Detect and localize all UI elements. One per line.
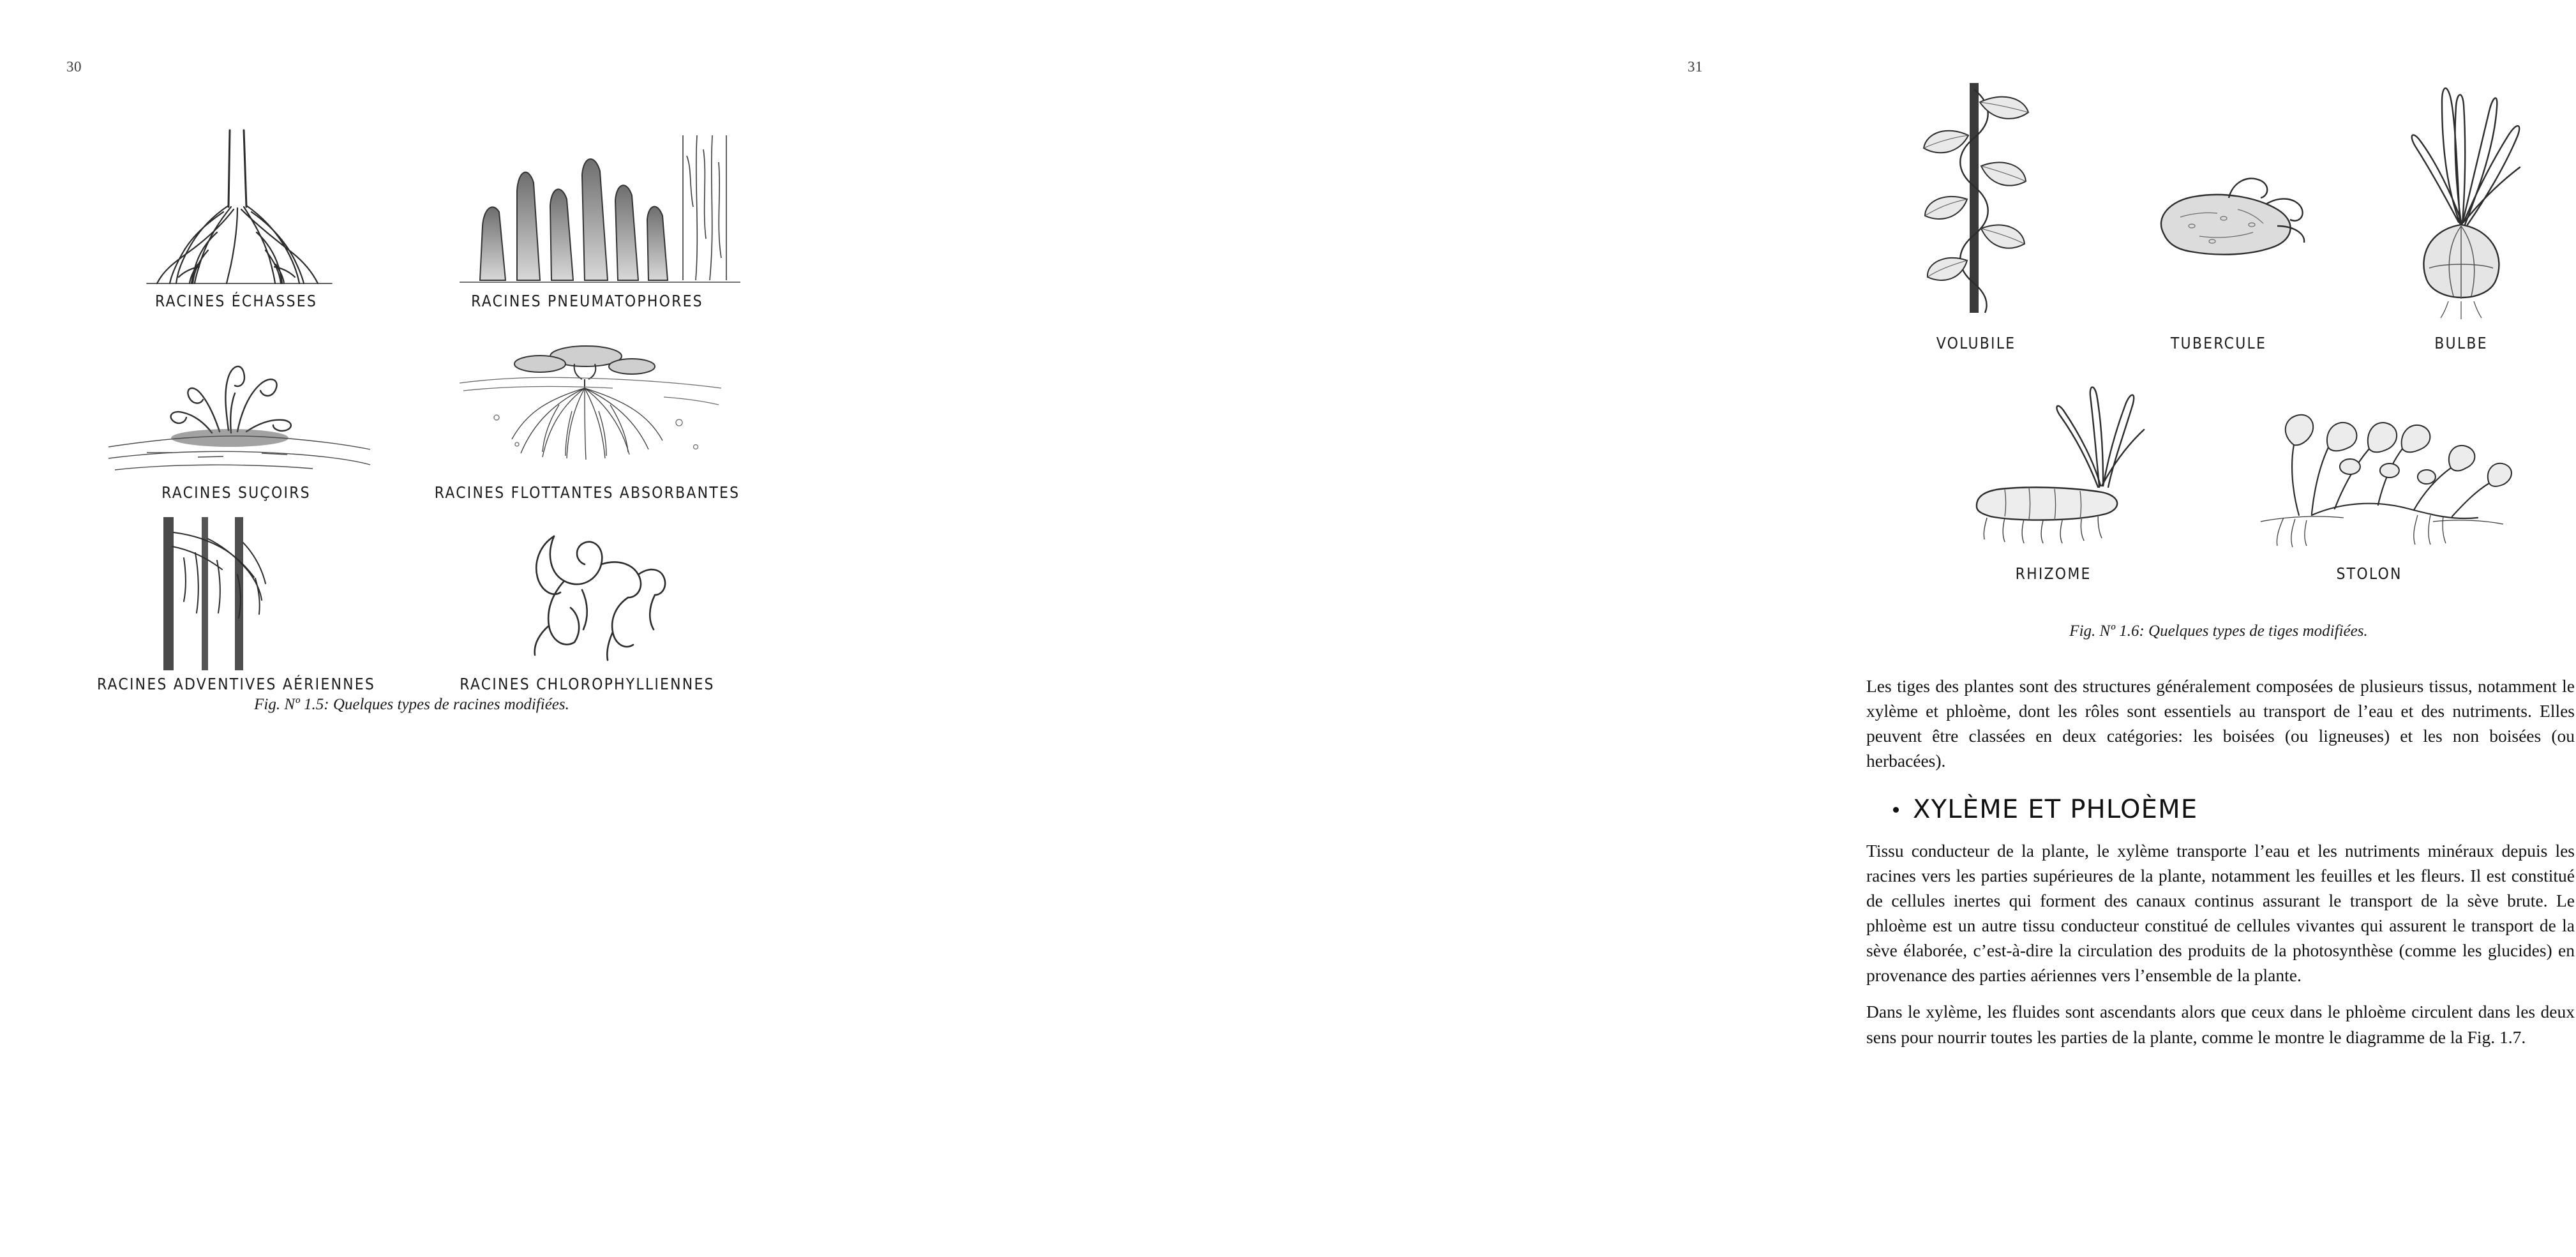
section-heading bbox=[1893, 795, 2575, 824]
body-column bbox=[1866, 674, 2575, 1061]
figure-item-twining-stem bbox=[1861, 77, 2091, 352]
adventitious-aerial-roots-icon bbox=[70, 513, 402, 673]
pneumatophore-roots-icon bbox=[421, 130, 753, 290]
figure-item-label: RACINES CHLOROPHYLLIENNES bbox=[460, 675, 715, 694]
figure-1-6 bbox=[1861, 77, 2576, 582]
figure-item-stilt-roots bbox=[70, 118, 402, 310]
stilt-roots-icon bbox=[70, 130, 402, 290]
figure-item-label: STOLON bbox=[2336, 565, 2402, 583]
twining-stem-icon bbox=[1861, 77, 2091, 332]
figure-item-label: TUBERCULE bbox=[2170, 335, 2267, 353]
figure-1-6-caption: Fig. Nº 1.6: Quelques types de tiges modifiées. bbox=[2069, 622, 2368, 640]
rhizome-icon bbox=[1919, 371, 2188, 562]
figure-item-bulb bbox=[2346, 77, 2576, 352]
page-number-right: 31 bbox=[1688, 59, 1703, 75]
figure-item-label: RACINES PNEUMATOPHORES bbox=[471, 292, 703, 311]
figure-item-label: VOLUBILE bbox=[1936, 335, 2016, 353]
tuber-icon bbox=[2104, 77, 2333, 332]
figure-item-adventitious-aerial-roots bbox=[70, 501, 402, 693]
figure-item-label: RHIZOME bbox=[2015, 565, 2092, 583]
haustorial-roots-icon bbox=[70, 322, 402, 481]
stolon-icon bbox=[2201, 371, 2538, 562]
section-title: XYLÈME ET PHLOÈME bbox=[1913, 795, 2198, 825]
intro-paragraph: Les tiges des plantes sont des structures généralement composées de plusieurs tissus, notamment le xylème et phloème, dont les rôles sont essentiels au transport de l’eau et des nutriments. Elles peuvent être classées en deux catégories: les boisées (ou ligneuses) et les non boisées (ou herbacées). bbox=[1866, 676, 2575, 771]
figure-1-6-caption-wrap bbox=[1861, 622, 2576, 640]
figure-item-label: RACINES ADVENTIVES AÉRIENNES bbox=[96, 675, 376, 694]
bullet-icon bbox=[1893, 807, 1899, 813]
figure-item-stolon bbox=[2201, 371, 2538, 582]
right-page bbox=[885, 0, 2575, 1257]
figure-item-floating-absorbing-roots bbox=[421, 310, 753, 501]
figure-1-6-row-2 bbox=[1861, 371, 2576, 582]
figure-item-chlorophyllous-roots bbox=[421, 501, 753, 693]
page-number-left: 30 bbox=[66, 59, 82, 75]
figure-item-rhizome bbox=[1919, 371, 2188, 582]
floating-absorbing-roots-icon bbox=[421, 322, 753, 481]
bulb-icon bbox=[2346, 77, 2576, 332]
section-paragraph-2: Dans le xylème, les fluides sont ascendants alors que ceux dans le phloème circulent dans les deux sens pour nourrir toutes les parties de la plante, comme le montre le diagramme de la Fig. 1.7. bbox=[1866, 1002, 2575, 1047]
figure-item-haustorial-roots bbox=[70, 310, 402, 501]
figure-item-label: RACINES ÉCHASSES bbox=[154, 292, 318, 311]
figure-item-label: RACINES SUÇOIRS bbox=[161, 484, 311, 502]
figure-1-5-caption-wrap bbox=[70, 696, 753, 714]
figure-1-5-caption: Fig. Nº 1.5: Quelques types de racines modifiées. bbox=[254, 696, 569, 713]
figure-item-tuber bbox=[2104, 77, 2333, 352]
figure-1-6-row-1 bbox=[1861, 77, 2576, 352]
section-paragraph-1: Tissu conducteur de la plante, le xylème transporte l’eau et les nutriments minéraux depuis les racines vers les parties supérieures de la plante, notamment les feuilles et les fleurs. Il est constitué de cellules inertes qui forment des canaux continus assurant le transport de la sève brute. Le phloème est un autre tissu conducteur constitué de cellules vivantes qui assurent le transport de la sève élaborée, c’est-à-dire la circulation des produits de la photosynthèse (comme les glucides) en provenance des parties aériennes vers l’ensemble de la plante. bbox=[1866, 841, 2575, 986]
figure-1-5-grid bbox=[70, 118, 753, 693]
chlorophyllous-roots-icon bbox=[421, 513, 753, 673]
figure-item-pneumatophore-roots bbox=[421, 118, 753, 310]
figure-item-label: RACINES FLOTTANTES ABSORBANTES bbox=[434, 484, 740, 502]
figure-item-label: BULBE bbox=[2434, 335, 2488, 353]
left-page bbox=[0, 0, 885, 1257]
figure-1-5 bbox=[70, 118, 753, 693]
